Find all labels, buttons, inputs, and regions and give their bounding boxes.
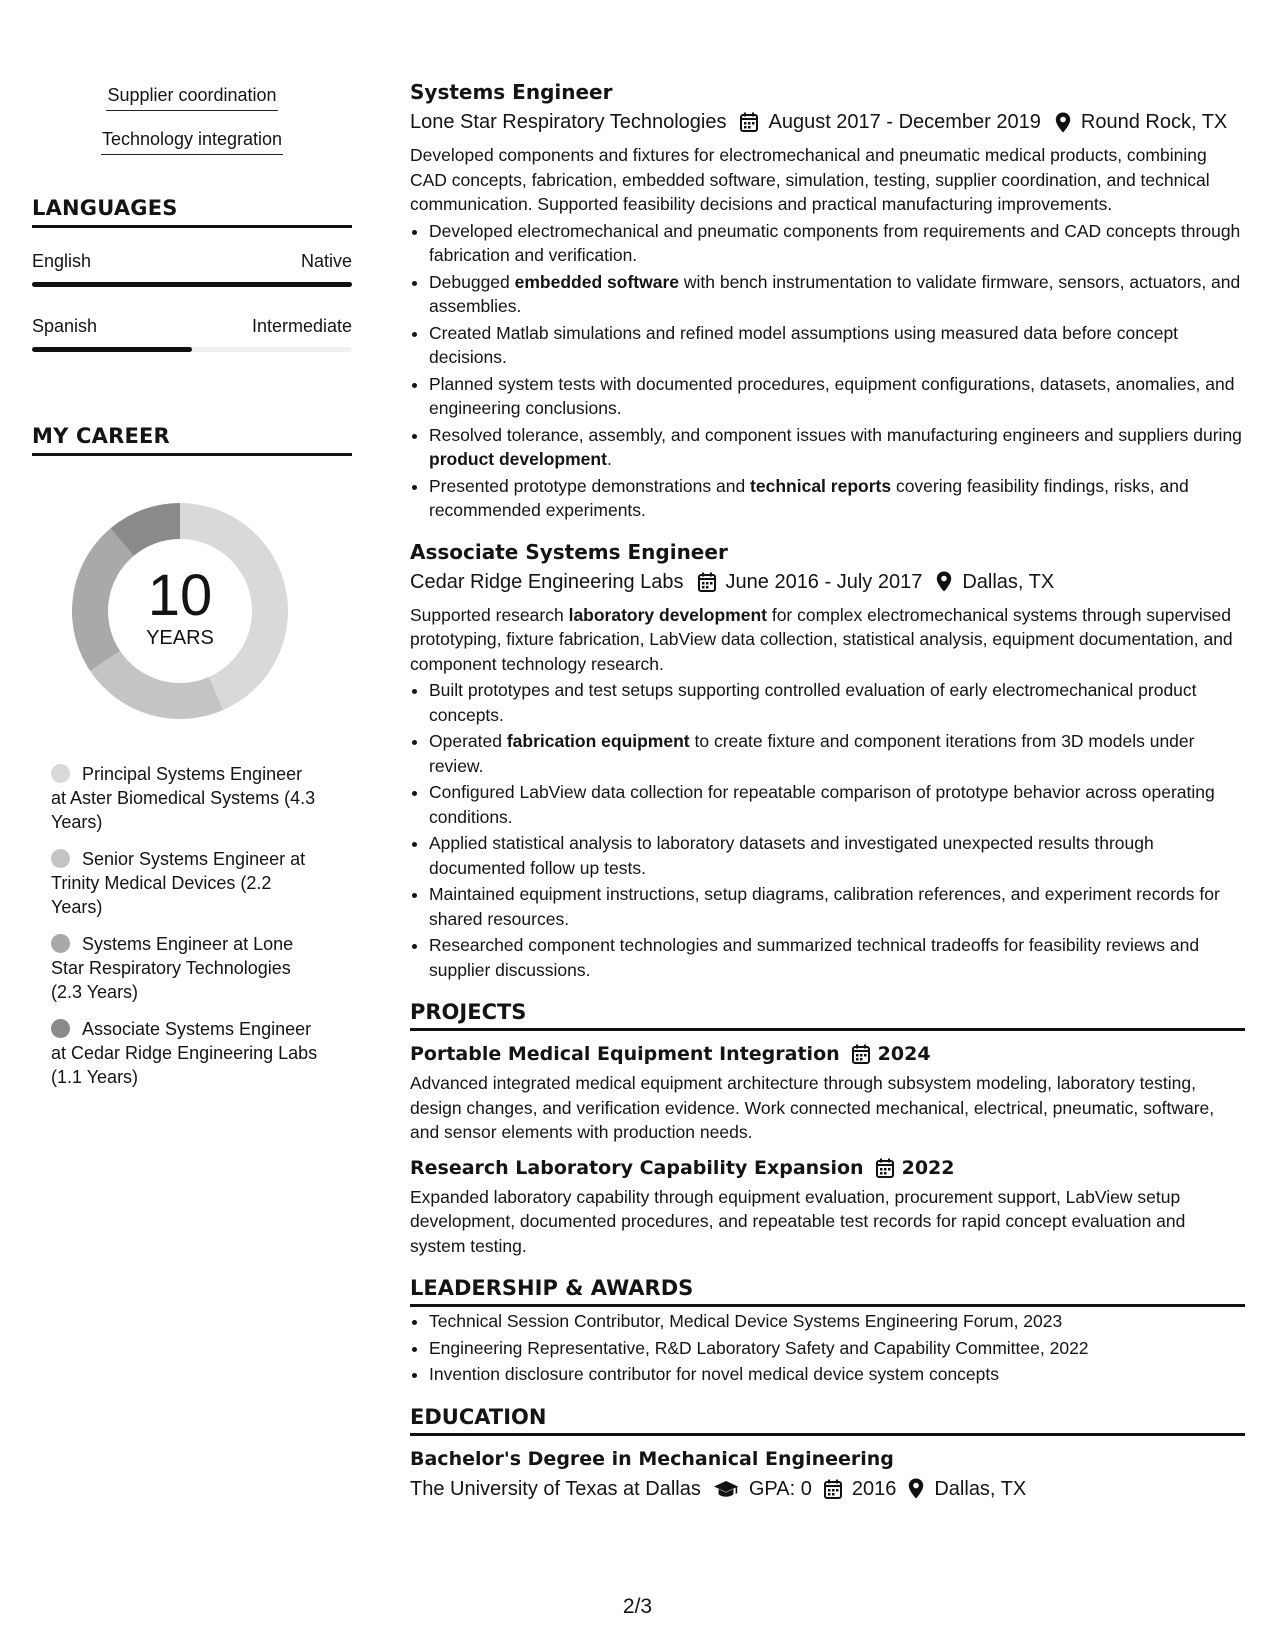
language-proficiency-fill [32,282,352,287]
job-bullet: • Planned system tests with documented procedures, equipment configurations, datasets, anomalies, and engineering conclusions. [429,372,1245,421]
job-bullets [410,219,1245,523]
project-title: Research Laboratory Capability Expansion [410,1156,864,1179]
job-bullet: • Applied statistical analysis to laboratory datasets and investigated unexpected results through documented follow up tests. [429,831,1245,880]
gpa: GPA: 0 [748,1477,812,1500]
calendar-icon [876,1158,894,1178]
job-meta [410,568,1245,596]
language-name: English [32,251,92,271]
education-heading: EDUCATION [410,1405,1245,1436]
career-legend-item [51,762,321,834]
language-row [32,315,352,352]
career-legend-item [51,1017,321,1089]
language-row [32,250,352,287]
experience-entry [410,538,1245,983]
page-number: 2/3 [622,1595,653,1618]
project-year: 2022 [901,1156,955,1179]
career-donut-chart [65,496,295,726]
job-bullet: • Researched component technologies and summarized technical tradeoffs for feasibility reviews and supplier discussions. [429,933,1245,982]
skills-list [32,82,352,170]
project-description: Expanded laboratory capability through equipment evaluation, procurement support, LabView setup development, documented procedures, and repeatable test records for rapid concept evaluation and system testing. [410,1186,1186,1256]
project-description: Advanced integrated medical equipment architecture through subsystem modeling, laboratory testing, design changes, and verification evidence. Work connected mechanical, electrical, pneumatic, software, and sensor elements with production needs. [410,1073,1215,1142]
job-title: Systems Engineer [410,80,613,104]
skill-tag: Technology integration [101,126,283,155]
language-level: Native [300,251,352,271]
calendar-icon [852,1044,870,1064]
job-description: Developed components and fixtures for electromechanical and pneumatic medical products, combining CAD concepts, fabrication, embedded software, simulation, testing, supplier coordination, and technical communication. Supported feasibility decisions and practical manufacturing improvements. [410,145,1210,214]
language-proficiency-bar [32,347,352,352]
legend-dot [51,1019,70,1038]
calendar-icon [740,112,758,132]
legend-text: Systems Engineer at Lone Star Respiratory Technologies (2.3 Years) [51,934,294,1002]
award-item: • Technical Session Contributor, Medical Device Systems Engineering Forum, 2023 [429,1309,1245,1334]
legend-dot [51,934,70,953]
award-item: • Engineering Representative, R&D Laboratory Safety and Capability Committee, 2022 [429,1336,1245,1361]
job-bullet: • Built prototypes and test setups supporting controlled evaluation of early electromechanical product concepts. [429,678,1245,727]
project-entry [410,1041,1245,1145]
awards-list [410,1309,1245,1387]
job-meta [410,108,1245,136]
job-dates: August 2017 - December 2019 [768,111,1041,133]
education-meta [410,1475,1245,1503]
legend-text: Senior Systems Engineer at Trinity Medical Devices (2.2 Years) [51,849,306,917]
language-proficiency-bar [32,282,352,287]
legend-dot [51,849,70,868]
degree-title: Bachelor's Degree in Mechanical Engineering [410,1447,894,1470]
project-title: Portable Medical Equipment Integration [410,1043,840,1065]
project-entry [410,1155,1245,1259]
graduation-year: 2016 [851,1477,897,1500]
graduation-cap-icon [713,1480,739,1498]
language-proficiency-fill [32,347,192,352]
languages-section [32,196,352,352]
languages-heading: LANGUAGES [32,196,352,228]
experience-entry [410,78,1245,523]
project-title-row [410,1155,1245,1181]
project-year: 2024 [877,1043,931,1065]
career-legend-item [51,847,321,919]
school-name: The University of Texas at Dallas [410,1477,701,1500]
job-bullet: • Resolved tolerance, assembly, and component issues with manufacturing engineers and suppliers during product development. [429,423,1245,472]
job-bullet: • Configured LabView data collection for repeatable comparison of prototype behavior across operating conditions. [429,780,1245,829]
company-name: Lone Star Respiratory Technologies [410,111,727,133]
career-heading: MY CAREER [32,424,352,456]
projects-heading: PROJECTS [410,1000,1245,1031]
company-name: Cedar Ridge Engineering Labs [410,570,684,593]
education-location: Dallas, TX [934,1477,1027,1500]
main-content [410,78,1245,1503]
career-section [32,424,352,1089]
job-bullet: • Developed electromechanical and pneumatic components from requirements and CAD concepts through fabrication and verification. [429,219,1245,268]
job-dates: June 2016 - July 2017 [725,570,923,593]
career-donut-center [65,496,295,726]
career-years-label: YEARS [146,627,214,649]
location-pin-icon [936,571,952,592]
job-bullet: • Created Matlab simulations and refined model assumptions using measured data before concept decisions. [429,321,1245,370]
legend-text: Associate Systems Engineer at Cedar Ridge Engineering Labs (1.1 Years) [51,1019,318,1087]
job-title: Associate Systems Engineer [410,539,728,564]
job-location: Round Rock, TX [1080,111,1228,133]
legend-dot [51,764,70,783]
job-bullet: • Presented prototype demonstrations and technical reports covering feasibility findings, risks, and recommended experiments. [429,474,1245,523]
awards-heading: LEADERSHIP & AWARDS [410,1276,1245,1307]
location-pin-icon [1055,112,1071,133]
sidebar [32,82,352,1102]
award-item: • Invention disclosure contributor for novel medical device system concepts [429,1362,1245,1387]
career-legend-item [51,932,321,1004]
job-bullet: • Maintained equipment instructions, setup diagrams, calibration references, and experiment records for shared resources. [429,882,1245,931]
job-bullets [410,678,1245,982]
career-legend [32,762,321,1089]
language-name: Spanish [32,316,98,336]
legend-text: Principal Systems Engineer at Aster Biomedical Systems (4.3 Years) [51,764,316,832]
skill-tag: Supplier coordination [106,82,277,111]
job-bullet: • Operated fabrication equipment to create fixture and component iterations from 3D models under review. [429,729,1245,778]
project-title-row [410,1041,1245,1067]
job-location: Dallas, TX [962,570,1055,593]
calendar-icon [698,572,716,592]
career-total-years: 10 [147,563,213,628]
location-pin-icon [908,1478,924,1499]
job-description: Supported research laboratory development for complex electromechanical systems through supervised prototyping, fixture fabrication, LabView data collection, statistical analysis, equipment documentation, and component technology research. [410,604,1233,674]
language-level: Intermediate [251,316,352,336]
job-bullet: • Debugged embedded software with bench instrumentation to validate firmware, sensors, actuators, and assemblies. [429,270,1245,319]
calendar-icon [824,1479,842,1499]
